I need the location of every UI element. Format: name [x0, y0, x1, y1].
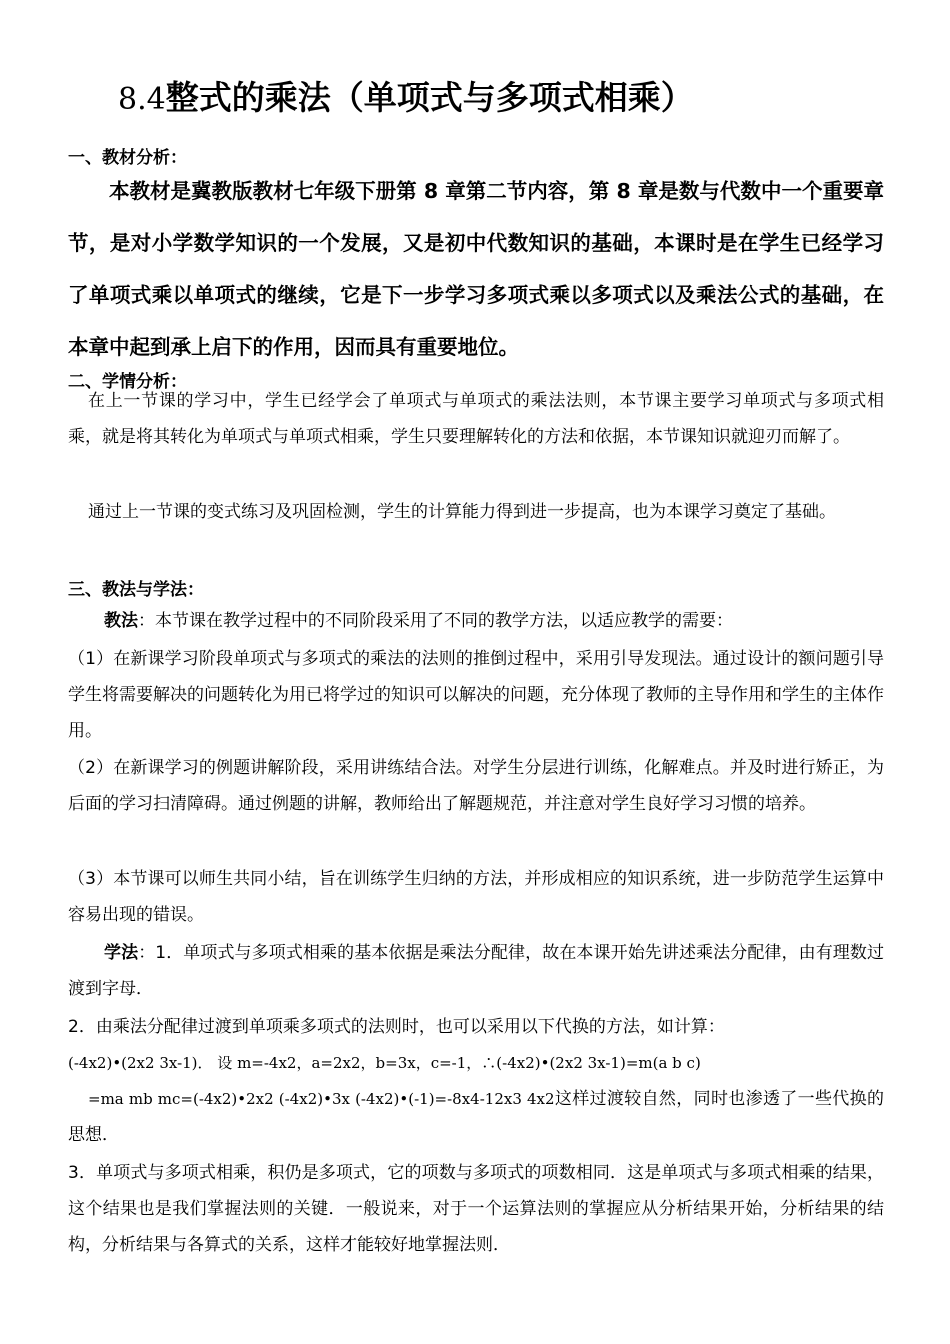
- teaching-method-item-3: （3）本节课可以师生共同小结，旨在训练学生归纳的方法，并形成相应的知识系统，进一步防范学生运算中容易出现的错误。: [68, 869, 884, 925]
- learning-method-formula-1: (-4x2)•(2x2 3x-1)． 设 m=-4x2，a=2x2，b=3x，c=-1，∴(-4x2)•(2x2 3x-1)=m(a b c): [68, 1054, 701, 1072]
- learning-method-formula-2: [68, 1081, 884, 1153]
- page-title: [118, 72, 694, 119]
- title-number: 8.4: [118, 82, 166, 117]
- teaching-method-item-2: （2）在新课学习的例题讲解阶段，采用讲练结合法。对学生分层进行训练，化解难点。并及时进行矫正，为后面的学习扫清障碍。通过例题的讲解，教师给出了解题规范，并注意对学生良好学习习惯的培养。: [68, 758, 884, 814]
- learning-method-item-2-intro: 2．由乘法分配律过渡到单项乘多项式的法则时，也可以采用以下代换的方法，如计算：: [68, 1017, 725, 1037]
- formula-expansion: =ma mb mc=(-4x2)•2x2 (-4x2)•3x (-4x2)•(-1)=-8x4-12x3 4x2: [88, 1090, 555, 1108]
- textbook-analysis-body: 本教材是冀教版教材七年级下册第 8 章第二节内容，第 8 章是数与代数中一个重要章节，是对小学数学知识的一个发展，又是初中代数知识的基础，本课时是在学生已经学习了单项式乘以单项式的继续，它是下一步学习多项式乘以多项式以及乘法公式的基础，在本章中起到承上启下的作用，因而具有重要地位。: [68, 179, 884, 359]
- learning-method-item-1-text: ：1．单项式与多项式相乘的基本依据是乘法分配律，故在本课开始先讲述乘法分配律，由有理数过渡到字母．: [68, 943, 884, 999]
- teaching-method-label: 教法: [104, 611, 138, 631]
- teaching-method-intro-text: ：本节课在教学过程中的不同阶段采用了不同的教学方法，以适应教学的需要：: [138, 611, 733, 631]
- student-analysis-paragraph-1: 在上一节课的学习中，学生已经学会了单项式与单项式的乘法法则，本节课主要学习单项式与多项式相乘，就是将其转化为单项式与单项式相乘，学生只要理解转化的方法和依据，本节课知识就迎刃而解了。: [68, 391, 884, 447]
- learning-method-item-3: 3．单项式与多项式相乘，积仍是多项式，它的项数与多项式的项数相同．这是单项式与多项式相乘的结果，这个结果也是我们掌握法则的关键．一般说来，对于一个运算法则的掌握应从分析结果开始，分析结果的结构，分析结果与各算式的关系，这样才能较好地掌握法则．: [68, 1163, 884, 1255]
- title-text: 整式的乘法（单项式与多项式相乘）: [165, 78, 694, 117]
- section-heading-methods: 三、教法与学法：: [68, 580, 204, 600]
- teaching-method-item-1: （1）在新课学习阶段单项式与多项式的乘法的法则的推倒过程中，采用引导发现法。通过设计的额问题引导学生将需要解决的问题转化为用已将学过的知识可以解决的问题，充分体现了教师的主导作用和学生的主体作用。: [68, 649, 884, 741]
- section-heading-textbook-analysis: 一、教材分析：: [68, 148, 187, 168]
- learning-method-label: 学法: [104, 943, 139, 963]
- student-analysis-paragraph-2: 通过上一节课的变式练习及巩固检测，学生的计算能力得到进一步提高，也为本课学习奠定了基础。: [88, 502, 836, 522]
- section-heading-student-analysis: 二、学情分析：: [68, 372, 187, 392]
- learning-method-item-1: [68, 935, 884, 1007]
- formula-expansion-comment: 这样过渡较自然，同时也渗透了一些代换的思想．: [68, 1089, 884, 1145]
- teaching-method-intro: [68, 603, 884, 639]
